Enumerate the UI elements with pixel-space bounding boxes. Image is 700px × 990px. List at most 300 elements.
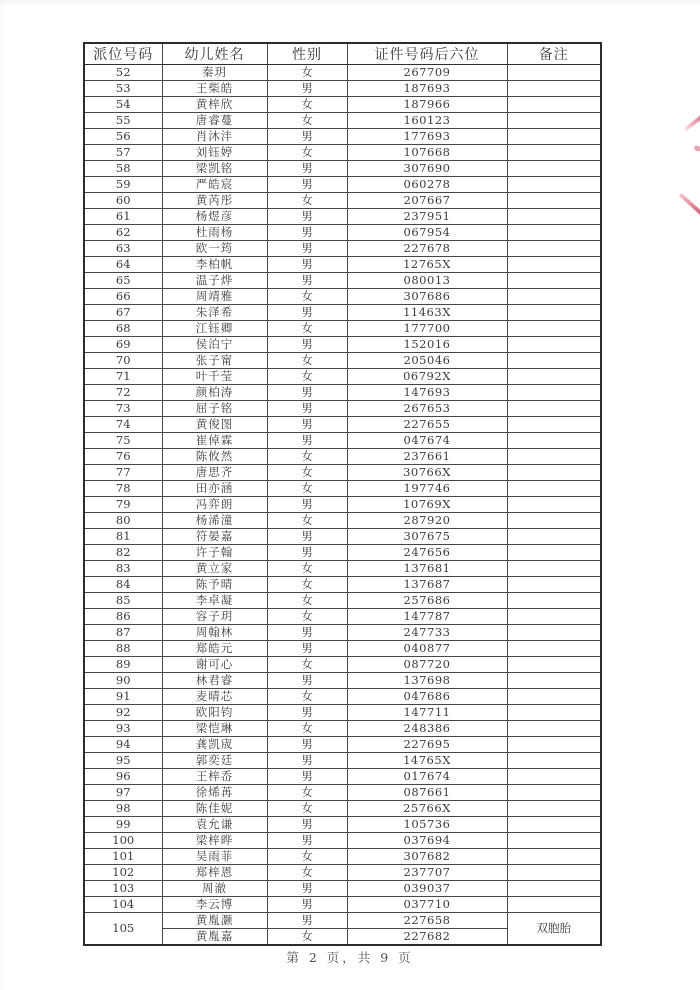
cell-gender: 男 <box>267 625 347 641</box>
cell-number: 98 <box>84 801 162 817</box>
table-row <box>84 129 601 145</box>
cell-number: 93 <box>84 721 162 737</box>
cell-note <box>507 449 601 465</box>
cell-number: 57 <box>84 145 162 161</box>
cell-number: 62 <box>84 225 162 241</box>
cell-gender: 男 <box>267 273 347 289</box>
table-row <box>84 65 601 81</box>
red-seal-stroke-lower <box>679 193 700 217</box>
cell-name: 肖沐沣 <box>162 129 267 145</box>
table-row <box>84 81 601 97</box>
table-row <box>84 705 601 721</box>
cell-number: 88 <box>84 641 162 657</box>
cell-name: 麦晴芯 <box>162 689 267 705</box>
cell-number: 72 <box>84 385 162 401</box>
cell-gender: 女 <box>267 593 347 609</box>
cell-number: 89 <box>84 657 162 673</box>
cell-note <box>507 769 601 785</box>
cell-gender: 男 <box>267 833 347 849</box>
cell-number: 56 <box>84 129 162 145</box>
table-row <box>84 737 601 753</box>
cell-gender: 女 <box>267 785 347 801</box>
cell-note <box>507 641 601 657</box>
cell-id: 087661 <box>347 785 507 801</box>
table-row <box>84 529 601 545</box>
cell-id: 307686 <box>347 289 507 305</box>
table-row <box>84 161 601 177</box>
cell-gender: 男 <box>267 705 347 721</box>
table-row <box>84 833 601 849</box>
table-row <box>84 721 601 737</box>
column-header-child-name: 幼儿姓名 <box>162 43 267 65</box>
column-header-allocation-number: 派位号码 <box>84 43 162 65</box>
cell-name: 郑皓元 <box>162 641 267 657</box>
table-row <box>84 273 601 289</box>
table-row <box>84 369 601 385</box>
cell-gender: 男 <box>267 881 347 897</box>
cell-note <box>507 433 601 449</box>
cell-note <box>507 113 601 129</box>
cell-gender: 女 <box>267 321 347 337</box>
cell-gender: 男 <box>267 641 347 657</box>
cell-gender: 女 <box>267 657 347 673</box>
cell-gender: 男 <box>267 241 347 257</box>
cell-number: 75 <box>84 433 162 449</box>
cell-name: 秦玥 <box>162 65 267 81</box>
table-row <box>84 145 601 161</box>
cell-id: 248386 <box>347 721 507 737</box>
cell-number: 60 <box>84 193 162 209</box>
cell-gender: 男 <box>267 753 347 769</box>
table-row <box>84 769 601 785</box>
cell-gender: 女 <box>267 721 347 737</box>
cell-id: 152016 <box>347 337 507 353</box>
cell-gender: 男 <box>267 913 347 929</box>
cell-gender: 男 <box>267 737 347 753</box>
table-row <box>84 497 601 513</box>
cell-note <box>507 177 601 193</box>
cell-name: 唐思齐 <box>162 465 267 481</box>
cell-number: 100 <box>84 833 162 849</box>
cell-number: 86 <box>84 609 162 625</box>
cell-note <box>507 241 601 257</box>
table-row <box>84 385 601 401</box>
cell-number: 102 <box>84 865 162 881</box>
cell-gender: 女 <box>267 609 347 625</box>
cell-note <box>507 497 601 513</box>
cell-gender: 男 <box>267 673 347 689</box>
cell-id: 267653 <box>347 401 507 417</box>
cell-id: 187966 <box>347 97 507 113</box>
cell-gender: 男 <box>267 545 347 561</box>
cell-id: 30766X <box>347 465 507 481</box>
cell-note <box>507 337 601 353</box>
cell-number: 78 <box>84 481 162 497</box>
cell-gender: 女 <box>267 929 347 945</box>
cell-note <box>507 721 601 737</box>
table-row <box>84 337 601 353</box>
cell-id: 06792X <box>347 369 507 385</box>
allocation-roster-table <box>83 42 602 946</box>
cell-note <box>507 289 601 305</box>
table-row <box>84 657 601 673</box>
table-row <box>84 593 601 609</box>
cell-gender: 女 <box>267 289 347 305</box>
cell-number: 87 <box>84 625 162 641</box>
cell-note <box>507 577 601 593</box>
cell-number: 61 <box>84 209 162 225</box>
cell-number: 65 <box>84 273 162 289</box>
table-row <box>84 417 601 433</box>
cell-id: 237951 <box>347 209 507 225</box>
cell-name: 张子甯 <box>162 353 267 369</box>
cell-gender: 男 <box>267 177 347 193</box>
cell-id: 12765X <box>347 257 507 273</box>
cell-id: 147787 <box>347 609 507 625</box>
cell-number: 82 <box>84 545 162 561</box>
cell-number: 97 <box>84 785 162 801</box>
cell-name: 符晏嘉 <box>162 529 267 545</box>
cell-id: 147693 <box>347 385 507 401</box>
cell-name: 叶千莹 <box>162 369 267 385</box>
cell-id: 287920 <box>347 513 507 529</box>
cell-number: 81 <box>84 529 162 545</box>
cell-number: 94 <box>84 737 162 753</box>
cell-number: 77 <box>84 465 162 481</box>
cell-number: 73 <box>84 401 162 417</box>
cell-note <box>507 321 601 337</box>
cell-name: 龚凯宬 <box>162 737 267 753</box>
cell-id: 237707 <box>347 865 507 881</box>
cell-id: 257686 <box>347 593 507 609</box>
header-row <box>84 43 601 65</box>
cell-name: 杜雨杨 <box>162 225 267 241</box>
cell-gender: 男 <box>267 897 347 913</box>
cell-note <box>507 545 601 561</box>
cell-name: 刘钰婷 <box>162 145 267 161</box>
table-row <box>84 177 601 193</box>
cell-id: 227655 <box>347 417 507 433</box>
table-row <box>84 433 601 449</box>
cell-number: 67 <box>84 305 162 321</box>
cell-number: 70 <box>84 353 162 369</box>
cell-number: 74 <box>84 417 162 433</box>
column-header-id-last-six: 证件号码后六位 <box>347 43 507 65</box>
cell-name: 李柏帆 <box>162 257 267 273</box>
red-seal-dot <box>693 145 700 152</box>
table-row <box>84 625 601 641</box>
cell-id: 10769X <box>347 497 507 513</box>
cell-name: 黄俊图 <box>162 417 267 433</box>
cell-name: 欧阳钧 <box>162 705 267 721</box>
cell-gender: 女 <box>267 449 347 465</box>
cell-gender: 女 <box>267 689 347 705</box>
cell-id: 177693 <box>347 129 507 145</box>
cell-id: 087720 <box>347 657 507 673</box>
table-row <box>84 897 601 913</box>
cell-gender: 女 <box>267 465 347 481</box>
cell-id: 047674 <box>347 433 507 449</box>
cell-name: 李卓凝 <box>162 593 267 609</box>
cell-number: 103 <box>84 881 162 897</box>
cell-id: 037710 <box>347 897 507 913</box>
cell-gender: 女 <box>267 65 347 81</box>
cell-gender: 女 <box>267 353 347 369</box>
table-row <box>84 401 601 417</box>
cell-id: 017674 <box>347 769 507 785</box>
cell-gender: 男 <box>267 385 347 401</box>
cell-id: 307675 <box>347 529 507 545</box>
cell-name: 严皓宸 <box>162 177 267 193</box>
cell-name: 梁凯铭 <box>162 161 267 177</box>
cell-name: 李云博 <box>162 897 267 913</box>
cell-name: 梁梓晔 <box>162 833 267 849</box>
cell-number: 105 <box>84 913 162 945</box>
cell-name: 侯泊宁 <box>162 337 267 353</box>
cell-name: 郑梓恩 <box>162 865 267 881</box>
cell-note <box>507 273 601 289</box>
cell-id: 137687 <box>347 577 507 593</box>
cell-note <box>507 481 601 497</box>
table-row <box>84 609 601 625</box>
table-row <box>84 305 601 321</box>
cell-number: 96 <box>84 769 162 785</box>
cell-gender: 男 <box>267 817 347 833</box>
cell-gender: 男 <box>267 417 347 433</box>
cell-number: 58 <box>84 161 162 177</box>
cell-gender: 男 <box>267 161 347 177</box>
cell-name: 梁恺琳 <box>162 721 267 737</box>
cell-gender: 女 <box>267 369 347 385</box>
cell-note <box>507 513 601 529</box>
table-row <box>84 353 601 369</box>
cell-note <box>507 305 601 321</box>
cell-note <box>507 129 601 145</box>
table-row <box>84 465 601 481</box>
cell-number: 55 <box>84 113 162 129</box>
cell-note <box>507 65 601 81</box>
cell-gender: 女 <box>267 481 347 497</box>
cell-gender: 女 <box>267 145 347 161</box>
cell-name: 温子烨 <box>162 273 267 289</box>
cell-id: 039037 <box>347 881 507 897</box>
cell-gender: 女 <box>267 865 347 881</box>
cell-number: 63 <box>84 241 162 257</box>
cell-name: 颜柏涛 <box>162 385 267 401</box>
cell-note <box>507 673 601 689</box>
table-row <box>84 881 601 897</box>
table-row <box>84 449 601 465</box>
cell-gender: 男 <box>267 305 347 321</box>
cell-note <box>507 257 601 273</box>
cell-gender: 男 <box>267 497 347 513</box>
cell-id: 227678 <box>347 241 507 257</box>
cell-id: 227682 <box>347 929 507 945</box>
cell-note <box>507 417 601 433</box>
table-row <box>84 241 601 257</box>
cell-number: 84 <box>84 577 162 593</box>
cell-name: 周澈 <box>162 881 267 897</box>
cell-id: 307682 <box>347 849 507 865</box>
cell-number: 64 <box>84 257 162 273</box>
table-row <box>84 817 601 833</box>
cell-id: 160123 <box>347 113 507 129</box>
cell-note <box>507 225 601 241</box>
cell-id: 227658 <box>347 913 507 929</box>
cell-id: 14765X <box>347 753 507 769</box>
cell-name: 冯弈朗 <box>162 497 267 513</box>
cell-id: 267709 <box>347 65 507 81</box>
table-row <box>84 193 601 209</box>
cell-number: 54 <box>84 97 162 113</box>
cell-name: 林君睿 <box>162 673 267 689</box>
cell-id: 137681 <box>347 561 507 577</box>
cell-number: 85 <box>84 593 162 609</box>
cell-number: 52 <box>84 65 162 81</box>
cell-note <box>507 593 601 609</box>
cell-note <box>507 737 601 753</box>
cell-gender: 男 <box>267 769 347 785</box>
table-row <box>84 849 601 865</box>
cell-name: 陈予晴 <box>162 577 267 593</box>
cell-number: 68 <box>84 321 162 337</box>
cell-gender: 男 <box>267 129 347 145</box>
table-body <box>84 65 601 945</box>
cell-note <box>507 897 601 913</box>
table-row <box>84 513 601 529</box>
table-row <box>84 257 601 273</box>
cell-gender: 男 <box>267 209 347 225</box>
cell-name: 郭奕廷 <box>162 753 267 769</box>
table-row <box>84 97 601 113</box>
table-row <box>84 225 601 241</box>
cell-name: 容子玥 <box>162 609 267 625</box>
cell-note <box>507 657 601 673</box>
cell-name: 徐烯苒 <box>162 785 267 801</box>
cell-note <box>507 833 601 849</box>
cell-name: 黄立家 <box>162 561 267 577</box>
cell-id: 137698 <box>347 673 507 689</box>
cell-note <box>507 529 601 545</box>
cell-id: 197746 <box>347 481 507 497</box>
cell-id: 247656 <box>347 545 507 561</box>
cell-name: 唐睿蔓 <box>162 113 267 129</box>
cell-gender: 女 <box>267 513 347 529</box>
cell-note <box>507 353 601 369</box>
cell-gender: 男 <box>267 401 347 417</box>
cell-name: 屈子铭 <box>162 401 267 417</box>
cell-name: 杨煜彦 <box>162 209 267 225</box>
cell-name: 朱泽希 <box>162 305 267 321</box>
cell-gender: 女 <box>267 577 347 593</box>
cell-number: 95 <box>84 753 162 769</box>
table-row <box>84 577 601 593</box>
red-seal-stroke-upper <box>684 112 700 131</box>
cell-gender: 女 <box>267 561 347 577</box>
table-row <box>84 289 601 305</box>
cell-name: 黄胤嘉 <box>162 929 267 945</box>
cell-number: 79 <box>84 497 162 513</box>
cell-id: 067954 <box>347 225 507 241</box>
cell-note <box>507 209 601 225</box>
cell-name: 许子翰 <box>162 545 267 561</box>
cell-name: 田亦涵 <box>162 481 267 497</box>
cell-id: 040877 <box>347 641 507 657</box>
table-row <box>84 865 601 881</box>
cell-id: 227695 <box>347 737 507 753</box>
column-header-remarks: 备注 <box>507 43 601 65</box>
page-number-footer: 第 2 页，共 9 页 <box>286 950 414 965</box>
cell-note <box>507 705 601 721</box>
cell-name: 周翰林 <box>162 625 267 641</box>
cell-number: 76 <box>84 449 162 465</box>
cell-note <box>507 161 601 177</box>
table-row <box>84 481 601 497</box>
cell-note <box>507 817 601 833</box>
table-row <box>84 113 601 129</box>
cell-gender: 女 <box>267 193 347 209</box>
table-header <box>84 43 601 65</box>
cell-number: 69 <box>84 337 162 353</box>
cell-number: 53 <box>84 81 162 97</box>
cell-gender: 男 <box>267 225 347 241</box>
cell-gender: 男 <box>267 257 347 273</box>
table-row <box>84 673 601 689</box>
cell-name: 崔倬霖 <box>162 433 267 449</box>
cell-id: 177700 <box>347 321 507 337</box>
cell-name: 王梓岙 <box>162 769 267 785</box>
cell-id: 237661 <box>347 449 507 465</box>
cell-gender: 女 <box>267 97 347 113</box>
column-header-gender: 性别 <box>267 43 347 65</box>
cell-name: 周靖雅 <box>162 289 267 305</box>
cell-id: 307690 <box>347 161 507 177</box>
cell-id: 107668 <box>347 145 507 161</box>
cell-number: 80 <box>84 513 162 529</box>
table-row <box>84 785 601 801</box>
table-row <box>84 321 601 337</box>
cell-gender: 女 <box>267 801 347 817</box>
cell-note <box>507 465 601 481</box>
cell-number: 83 <box>84 561 162 577</box>
cell-gender: 女 <box>267 113 347 129</box>
cell-number: 104 <box>84 897 162 913</box>
cell-id: 207667 <box>347 193 507 209</box>
cell-gender: 男 <box>267 529 347 545</box>
cell-note <box>507 865 601 881</box>
cell-name: 王柴皓 <box>162 81 267 97</box>
cell-id: 105736 <box>347 817 507 833</box>
cell-id: 080013 <box>347 273 507 289</box>
cell-number: 99 <box>84 817 162 833</box>
cell-note <box>507 881 601 897</box>
cell-id: 047686 <box>347 689 507 705</box>
cell-name: 袁允谦 <box>162 817 267 833</box>
cell-name: 江钰卿 <box>162 321 267 337</box>
cell-number: 71 <box>84 369 162 385</box>
cell-id: 11463X <box>347 305 507 321</box>
table-row <box>84 209 601 225</box>
cell-note <box>507 145 601 161</box>
table-row <box>84 641 601 657</box>
cell-gender: 男 <box>267 81 347 97</box>
cell-gender: 男 <box>267 433 347 449</box>
cell-name: 欧一筠 <box>162 241 267 257</box>
cell-note <box>507 801 601 817</box>
cell-note <box>507 849 601 865</box>
cell-note: 双胞胎 <box>507 913 601 945</box>
cell-name: 陈攸然 <box>162 449 267 465</box>
